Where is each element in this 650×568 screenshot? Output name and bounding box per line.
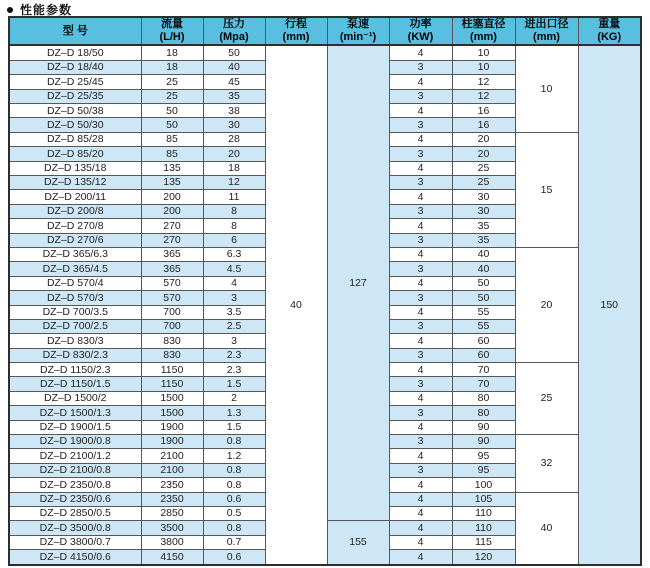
model-cell: DZ–D 3800/0.7 bbox=[9, 535, 141, 549]
plunger-cell: 10 bbox=[452, 60, 515, 74]
plunger-cell: 50 bbox=[452, 276, 515, 290]
flow-cell: 18 bbox=[141, 60, 203, 74]
plunger-cell: 100 bbox=[452, 478, 515, 492]
model-cell: DZ–D 135/18 bbox=[9, 161, 141, 175]
pressure-cell: 38 bbox=[203, 104, 265, 118]
flow-cell: 135 bbox=[141, 176, 203, 190]
plunger-cell: 25 bbox=[452, 161, 515, 175]
model-cell: DZ–D 85/28 bbox=[9, 132, 141, 146]
header-cell-plunger-diameter bbox=[452, 17, 515, 45]
inlet-outlet-merged-cell: 32 bbox=[515, 435, 578, 493]
model-cell: DZ–D 570/4 bbox=[9, 276, 141, 290]
pressure-cell: 2 bbox=[203, 391, 265, 405]
header-line2: (min⁻¹) bbox=[339, 31, 377, 44]
model-cell: DZ–D 18/40 bbox=[9, 60, 141, 74]
power-cell: 3 bbox=[389, 233, 452, 247]
model-cell: DZ–D 2850/0.5 bbox=[9, 507, 141, 521]
model-cell: DZ–D 570/3 bbox=[9, 291, 141, 305]
plunger-cell: 60 bbox=[452, 334, 515, 348]
pressure-cell: 12 bbox=[203, 176, 265, 190]
model-cell: DZ–D 700/2.5 bbox=[9, 319, 141, 333]
power-cell: 4 bbox=[389, 45, 452, 60]
plunger-cell: 95 bbox=[452, 463, 515, 477]
pressure-cell: 1.5 bbox=[203, 420, 265, 434]
pressure-cell: 3 bbox=[203, 291, 265, 305]
pressure-cell: 28 bbox=[203, 132, 265, 146]
plunger-cell: 35 bbox=[452, 233, 515, 247]
header-cell-model bbox=[9, 17, 141, 45]
header-cell-flow bbox=[141, 17, 203, 45]
pressure-cell: 1.5 bbox=[203, 377, 265, 391]
power-cell: 3 bbox=[389, 291, 452, 305]
pressure-cell: 3 bbox=[203, 334, 265, 348]
plunger-cell: 10 bbox=[452, 45, 515, 60]
pump-speed-merged-cell: 155 bbox=[327, 521, 389, 565]
pressure-cell: 30 bbox=[203, 118, 265, 132]
flow-cell: 2850 bbox=[141, 507, 203, 521]
power-cell: 4 bbox=[389, 535, 452, 549]
plunger-cell: 12 bbox=[452, 75, 515, 89]
model-cell: DZ–D 2100/0.8 bbox=[9, 463, 141, 477]
flow-cell: 25 bbox=[141, 89, 203, 103]
plunger-cell: 30 bbox=[452, 204, 515, 218]
plunger-cell: 90 bbox=[452, 435, 515, 449]
pressure-cell: 1.3 bbox=[203, 406, 265, 420]
flow-cell: 830 bbox=[141, 348, 203, 362]
model-cell: DZ–D 1900/0.8 bbox=[9, 435, 141, 449]
flow-cell: 1500 bbox=[141, 406, 203, 420]
flow-cell: 1500 bbox=[141, 391, 203, 405]
header-line1: 重量 bbox=[598, 18, 621, 30]
plunger-cell: 55 bbox=[452, 305, 515, 319]
header-row bbox=[9, 17, 641, 45]
pressure-cell: 20 bbox=[203, 147, 265, 161]
plunger-cell: 16 bbox=[452, 104, 515, 118]
power-cell: 3 bbox=[389, 60, 452, 74]
model-cell: DZ–D 4150/0.6 bbox=[9, 550, 141, 565]
pressure-cell: 40 bbox=[203, 60, 265, 74]
pressure-cell: 2.3 bbox=[203, 348, 265, 362]
power-cell: 4 bbox=[389, 391, 452, 405]
performance-table bbox=[8, 16, 642, 566]
header-line1: 泵速 bbox=[347, 18, 369, 30]
plunger-cell: 80 bbox=[452, 406, 515, 420]
header-line2: (mm) bbox=[533, 31, 560, 44]
header-cell-weight bbox=[578, 17, 641, 45]
power-cell: 4 bbox=[389, 478, 452, 492]
model-cell: DZ–D 700/3.5 bbox=[9, 305, 141, 319]
flow-cell: 4150 bbox=[141, 550, 203, 565]
plunger-cell: 60 bbox=[452, 348, 515, 362]
model-cell: DZ–D 365/6.3 bbox=[9, 247, 141, 261]
power-cell: 3 bbox=[389, 406, 452, 420]
power-cell: 3 bbox=[389, 435, 452, 449]
header-cell-inlet-outlet bbox=[515, 17, 578, 45]
pressure-cell: 8 bbox=[203, 204, 265, 218]
pressure-cell: 0.6 bbox=[203, 492, 265, 506]
header-line2: (KW) bbox=[407, 31, 434, 44]
model-cell: DZ–D 85/20 bbox=[9, 147, 141, 161]
pressure-cell: 0.8 bbox=[203, 478, 265, 492]
flow-cell: 2100 bbox=[141, 463, 203, 477]
plunger-cell: 16 bbox=[452, 118, 515, 132]
power-cell: 4 bbox=[389, 276, 452, 290]
plunger-cell: 50 bbox=[452, 291, 515, 305]
flow-cell: 700 bbox=[141, 319, 203, 333]
flow-cell: 25 bbox=[141, 75, 203, 89]
inlet-outlet-merged-cell: 40 bbox=[515, 492, 578, 565]
flow-cell: 570 bbox=[141, 291, 203, 305]
model-cell: DZ–D 2350/0.8 bbox=[9, 478, 141, 492]
model-cell: DZ–D 270/6 bbox=[9, 233, 141, 247]
pump-speed-merged-cell: 127 bbox=[327, 45, 389, 521]
power-cell: 4 bbox=[389, 75, 452, 89]
inlet-outlet-merged-cell: 15 bbox=[515, 132, 578, 247]
flow-cell: 85 bbox=[141, 132, 203, 146]
power-cell: 3 bbox=[389, 147, 452, 161]
model-cell: DZ–D 1500/2 bbox=[9, 391, 141, 405]
header-line2: (mm) bbox=[470, 31, 497, 44]
plunger-cell: 25 bbox=[452, 176, 515, 190]
header-line1: 行程 bbox=[285, 18, 307, 30]
plunger-cell: 115 bbox=[452, 535, 515, 549]
model-cell: DZ–D 3500/0.8 bbox=[9, 521, 141, 535]
header-line2: (KG) bbox=[597, 31, 622, 44]
pressure-cell: 6 bbox=[203, 233, 265, 247]
plunger-cell: 120 bbox=[452, 550, 515, 565]
power-cell: 3 bbox=[389, 262, 452, 276]
flow-cell: 1150 bbox=[141, 363, 203, 377]
pressure-cell: 18 bbox=[203, 161, 265, 175]
power-cell: 4 bbox=[389, 507, 452, 521]
model-cell: DZ–D 1500/1.3 bbox=[9, 406, 141, 420]
power-cell: 4 bbox=[389, 161, 452, 175]
flow-cell: 200 bbox=[141, 204, 203, 218]
plunger-cell: 90 bbox=[452, 420, 515, 434]
flow-cell: 830 bbox=[141, 334, 203, 348]
power-cell: 4 bbox=[389, 363, 452, 377]
power-cell: 3 bbox=[389, 319, 452, 333]
plunger-cell: 35 bbox=[452, 219, 515, 233]
flow-cell: 3800 bbox=[141, 535, 203, 549]
stroke-merged-cell: 40 bbox=[265, 45, 327, 565]
power-cell: 4 bbox=[389, 334, 452, 348]
pressure-cell: 0.8 bbox=[203, 521, 265, 535]
flow-cell: 3500 bbox=[141, 521, 203, 535]
model-cell: DZ–D 1900/1.5 bbox=[9, 420, 141, 434]
pressure-cell: 4 bbox=[203, 276, 265, 290]
weight-merged-cell: 150 bbox=[578, 45, 641, 565]
header-cell-pump-speed bbox=[327, 17, 389, 45]
model-cell: DZ–D 830/3 bbox=[9, 334, 141, 348]
model-cell: DZ–D 200/8 bbox=[9, 204, 141, 218]
pressure-cell: 1.2 bbox=[203, 449, 265, 463]
model-cell: DZ–D 25/45 bbox=[9, 75, 141, 89]
model-cell: DZ–D 365/4.5 bbox=[9, 262, 141, 276]
header-line1: 型 号 bbox=[62, 24, 88, 37]
power-cell: 3 bbox=[389, 377, 452, 391]
model-cell: DZ–D 50/30 bbox=[9, 118, 141, 132]
power-cell: 4 bbox=[389, 104, 452, 118]
flow-cell: 18 bbox=[141, 45, 203, 60]
header-cell-stroke bbox=[265, 17, 327, 45]
plunger-cell: 110 bbox=[452, 507, 515, 521]
pressure-cell: 50 bbox=[203, 45, 265, 60]
power-cell: 4 bbox=[389, 190, 452, 204]
flow-cell: 270 bbox=[141, 219, 203, 233]
inlet-outlet-merged-cell: 25 bbox=[515, 363, 578, 435]
pressure-cell: 4.5 bbox=[203, 262, 265, 276]
flow-cell: 200 bbox=[141, 190, 203, 204]
pressure-cell: 6.3 bbox=[203, 247, 265, 261]
plunger-cell: 70 bbox=[452, 377, 515, 391]
power-cell: 4 bbox=[389, 521, 452, 535]
flow-cell: 700 bbox=[141, 305, 203, 319]
model-cell: DZ–D 135/12 bbox=[9, 176, 141, 190]
model-cell: DZ–D 50/38 bbox=[9, 104, 141, 118]
power-cell: 4 bbox=[389, 219, 452, 233]
model-cell: DZ–D 2100/1.2 bbox=[9, 449, 141, 463]
plunger-cell: 110 bbox=[452, 521, 515, 535]
header-line2: (L/H) bbox=[159, 31, 185, 44]
model-cell: DZ–D 2350/0.6 bbox=[9, 492, 141, 506]
plunger-cell: 20 bbox=[452, 132, 515, 146]
flow-cell: 2100 bbox=[141, 449, 203, 463]
pressure-cell: 3.5 bbox=[203, 305, 265, 319]
power-cell: 3 bbox=[389, 118, 452, 132]
model-cell: DZ–D 270/8 bbox=[9, 219, 141, 233]
power-cell: 3 bbox=[389, 204, 452, 218]
flow-cell: 50 bbox=[141, 104, 203, 118]
flow-cell: 365 bbox=[141, 247, 203, 261]
header-cell-power bbox=[389, 17, 452, 45]
flow-cell: 570 bbox=[141, 276, 203, 290]
flow-cell: 1150 bbox=[141, 377, 203, 391]
section-title-text: 性能参数 bbox=[20, 3, 73, 17]
flow-cell: 85 bbox=[141, 147, 203, 161]
header-line1: 功率 bbox=[409, 18, 432, 30]
plunger-cell: 12 bbox=[452, 89, 515, 103]
inlet-outlet-merged-cell: 20 bbox=[515, 247, 578, 362]
pressure-cell: 11 bbox=[203, 190, 265, 204]
pressure-cell: 8 bbox=[203, 219, 265, 233]
flow-cell: 270 bbox=[141, 233, 203, 247]
flow-cell: 1900 bbox=[141, 435, 203, 449]
plunger-cell: 80 bbox=[452, 391, 515, 405]
model-cell: DZ–D 830/2.3 bbox=[9, 348, 141, 362]
power-cell: 3 bbox=[389, 463, 452, 477]
power-cell: 3 bbox=[389, 348, 452, 362]
model-cell: DZ–D 200/11 bbox=[9, 190, 141, 204]
power-cell: 3 bbox=[389, 176, 452, 190]
header-line1: 柱塞直径 bbox=[461, 18, 506, 30]
flow-cell: 135 bbox=[141, 161, 203, 175]
bullet-icon bbox=[7, 7, 13, 13]
flow-cell: 2350 bbox=[141, 478, 203, 492]
plunger-cell: 40 bbox=[452, 262, 515, 276]
flow-cell: 50 bbox=[141, 118, 203, 132]
header-line1: 进出口径 bbox=[524, 18, 569, 30]
inlet-outlet-merged-cell: 10 bbox=[515, 45, 578, 132]
table-body bbox=[9, 45, 641, 565]
pressure-cell: 35 bbox=[203, 89, 265, 103]
pressure-cell: 0.7 bbox=[203, 535, 265, 549]
plunger-cell: 95 bbox=[452, 449, 515, 463]
table-header bbox=[9, 17, 641, 45]
pressure-cell: 2.3 bbox=[203, 363, 265, 377]
plunger-cell: 55 bbox=[452, 319, 515, 333]
pressure-cell: 0.8 bbox=[203, 463, 265, 477]
table-row bbox=[9, 45, 641, 60]
header-line2: (mm) bbox=[282, 31, 310, 44]
power-cell: 4 bbox=[389, 132, 452, 146]
header-line2: (Mpa) bbox=[219, 31, 249, 44]
pressure-cell: 45 bbox=[203, 75, 265, 89]
power-cell: 4 bbox=[389, 420, 452, 434]
model-cell: DZ–D 18/50 bbox=[9, 45, 141, 60]
plunger-cell: 105 bbox=[452, 492, 515, 506]
plunger-cell: 40 bbox=[452, 247, 515, 261]
header-line1: 压力 bbox=[223, 18, 245, 30]
header-cell-pressure bbox=[203, 17, 265, 45]
plunger-cell: 70 bbox=[452, 363, 515, 377]
power-cell: 3 bbox=[389, 89, 452, 103]
flow-cell: 1900 bbox=[141, 420, 203, 434]
power-cell: 4 bbox=[389, 550, 452, 565]
power-cell: 4 bbox=[389, 247, 452, 261]
plunger-cell: 30 bbox=[452, 190, 515, 204]
flow-cell: 365 bbox=[141, 262, 203, 276]
model-cell: DZ–D 1150/2.3 bbox=[9, 363, 141, 377]
pressure-cell: 2.5 bbox=[203, 319, 265, 333]
flow-cell: 2350 bbox=[141, 492, 203, 506]
power-cell: 4 bbox=[389, 449, 452, 463]
model-cell: DZ–D 25/35 bbox=[9, 89, 141, 103]
pressure-cell: 0.8 bbox=[203, 435, 265, 449]
header-line1: 流量 bbox=[161, 18, 183, 30]
pressure-cell: 0.5 bbox=[203, 507, 265, 521]
power-cell: 4 bbox=[389, 305, 452, 319]
model-cell: DZ–D 1150/1.5 bbox=[9, 377, 141, 391]
power-cell: 4 bbox=[389, 492, 452, 506]
plunger-cell: 20 bbox=[452, 147, 515, 161]
pressure-cell: 0.6 bbox=[203, 550, 265, 565]
